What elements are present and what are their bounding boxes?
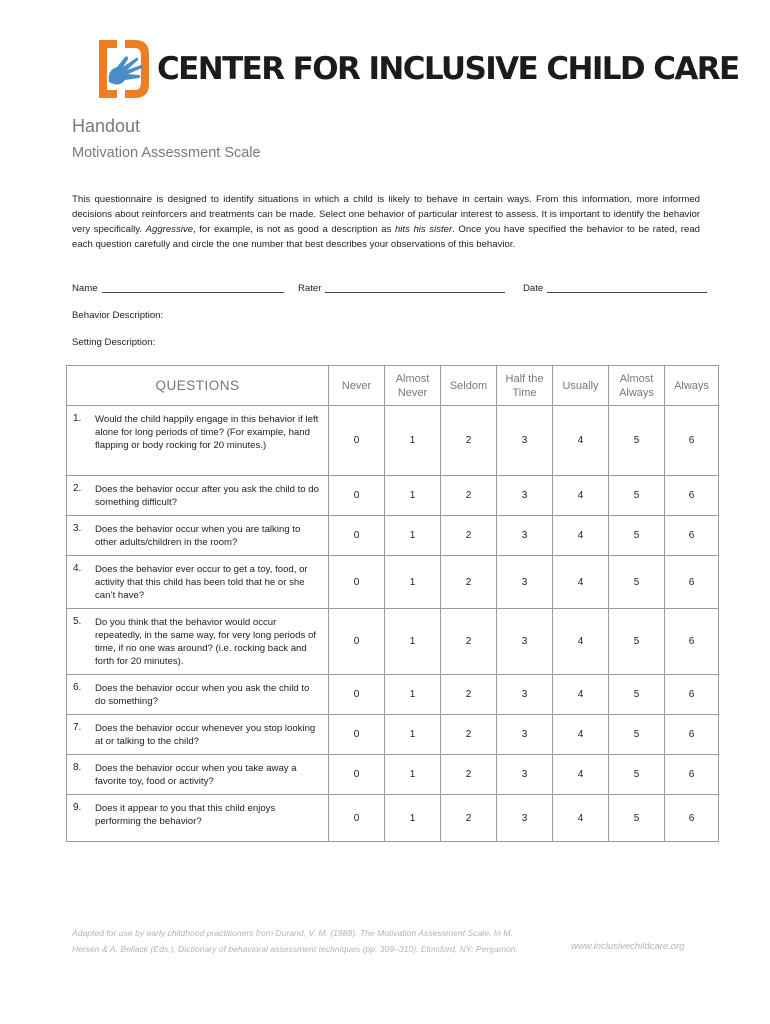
question-text: Does the behavior occur when you ask the child to do something? — [95, 683, 310, 707]
question-cell — [67, 675, 329, 715]
rating-option[interactable]: 6 — [665, 556, 719, 609]
question-number: 1. — [73, 413, 82, 424]
rating-option[interactable]: 5 — [609, 609, 665, 675]
rating-option[interactable]: 1 — [385, 715, 441, 755]
rating-option[interactable]: 6 — [665, 609, 719, 675]
date-underline[interactable] — [547, 282, 707, 293]
organization-logo — [95, 38, 739, 100]
rating-option[interactable]: 6 — [665, 675, 719, 715]
rating-option[interactable]: 4 — [553, 556, 609, 609]
question-text: Does it appear to you that this child enjoys performing the behavior? — [95, 803, 276, 827]
rating-option[interactable]: 0 — [329, 516, 385, 556]
logo-wordmark: CENTER FOR INCLUSIVE CHILD CARE — [157, 51, 739, 87]
rating-option[interactable]: 5 — [609, 795, 665, 842]
question-row — [67, 406, 719, 476]
question-number: 5. — [73, 616, 82, 627]
question-text: Would the child happily engage in this behavior if left alone for long periods of time? (For example, hand flapping or body rocking for 20 minutes.) — [95, 414, 319, 451]
rating-option[interactable]: 6 — [665, 715, 719, 755]
rating-option[interactable]: 1 — [385, 476, 441, 516]
rating-option[interactable]: 2 — [441, 755, 497, 795]
question-text: Does the behavior occur when you are talking to other adults/children in the room? — [95, 524, 301, 548]
question-row — [67, 755, 719, 795]
name-underline[interactable] — [102, 282, 284, 293]
scale-header: Almost Always — [609, 366, 665, 406]
question-row — [67, 715, 719, 755]
rating-option[interactable]: 3 — [497, 516, 553, 556]
website-link[interactable]: www.inclusivechildcare.org — [571, 941, 685, 952]
rating-option[interactable]: 4 — [553, 715, 609, 755]
question-number: 2. — [73, 483, 82, 494]
rating-option[interactable]: 4 — [553, 406, 609, 476]
question-cell — [67, 609, 329, 675]
rating-option[interactable]: 1 — [385, 516, 441, 556]
question-row — [67, 516, 719, 556]
scale-header: Usually — [553, 366, 609, 406]
rating-option[interactable]: 2 — [441, 556, 497, 609]
rating-option[interactable]: 0 — [329, 406, 385, 476]
document-title: Motivation Assessment Scale — [72, 145, 261, 161]
rating-option[interactable]: 1 — [385, 755, 441, 795]
setting-description-label: Setting Description: — [72, 337, 156, 348]
rating-option[interactable]: 5 — [609, 516, 665, 556]
scale-header: Always — [665, 366, 719, 406]
question-row — [67, 556, 719, 609]
question-text: Does the behavior ever occur to get a toy, food, or activity that this child has been told that he or she can’t have? — [95, 564, 308, 601]
rating-option[interactable]: 0 — [329, 476, 385, 516]
rating-option[interactable]: 4 — [553, 476, 609, 516]
scale-header: Never — [329, 366, 385, 406]
rating-option[interactable]: 0 — [329, 755, 385, 795]
table-header-row — [67, 366, 719, 406]
question-cell — [67, 406, 329, 476]
document-type-label: Handout — [72, 116, 141, 136]
question-cell — [67, 755, 329, 795]
question-number: 7. — [73, 722, 82, 733]
hand-in-brackets-logo-icon — [95, 38, 153, 100]
question-cell — [67, 715, 329, 755]
rating-option[interactable]: 5 — [609, 476, 665, 516]
scale-header: Seldom — [441, 366, 497, 406]
question-text: Do you think that the behavior would occur repeatedly, in the same way, for very long periods of time, if no one was around? (i.e. rocking back and forth for 20 minutes). — [95, 617, 316, 667]
scale-header: Almost Never — [385, 366, 441, 406]
rating-option[interactable]: 1 — [385, 556, 441, 609]
rating-option[interactable]: 2 — [441, 516, 497, 556]
question-cell — [67, 476, 329, 516]
rater-underline[interactable] — [325, 282, 505, 293]
rating-option[interactable]: 5 — [609, 715, 665, 755]
rating-option[interactable]: 3 — [497, 715, 553, 755]
rating-option[interactable]: 5 — [609, 406, 665, 476]
question-number: 3. — [73, 523, 82, 534]
rating-option[interactable]: 6 — [665, 755, 719, 795]
rating-option[interactable]: 4 — [553, 795, 609, 842]
rating-option[interactable]: 0 — [329, 675, 385, 715]
rating-option[interactable]: 6 — [665, 476, 719, 516]
rating-option[interactable]: 4 — [553, 609, 609, 675]
rating-option[interactable]: 3 — [497, 609, 553, 675]
rating-option[interactable]: 6 — [665, 516, 719, 556]
rating-option[interactable]: 2 — [441, 406, 497, 476]
rating-option[interactable]: 4 — [553, 516, 609, 556]
date-field[interactable]: Date — [523, 282, 707, 294]
rating-option[interactable]: 3 — [497, 556, 553, 609]
rating-option[interactable]: 0 — [329, 609, 385, 675]
rating-option[interactable]: 2 — [441, 715, 497, 755]
assessment-table — [66, 365, 719, 842]
rating-option[interactable]: 5 — [609, 556, 665, 609]
rating-option[interactable]: 0 — [329, 715, 385, 755]
rating-option[interactable]: 1 — [385, 406, 441, 476]
rating-option[interactable]: 4 — [553, 675, 609, 715]
rating-option[interactable]: 2 — [441, 675, 497, 715]
rating-option[interactable]: 5 — [609, 755, 665, 795]
question-text: Does the behavior occur when you take away a favorite toy, food or activity? — [95, 763, 297, 787]
rating-option[interactable]: 3 — [497, 406, 553, 476]
intro-paragraph: This questionnaire is designed to identify situations in which a child is likely to behave in certain ways. From this information, more informed decisions about reinforcers and treatments can be made. Select one behavior of particular interest to assess. It is important to identify the behavior very specifically. Aggressive, for example, is not as good a description as hits his sister. Once you have specified the behavior to be rated, read each question carefully and circle the one number that best describes your observations of this behavior. — [72, 194, 701, 250]
question-cell — [67, 556, 329, 609]
rating-option[interactable]: 3 — [497, 675, 553, 715]
rating-option[interactable]: 4 — [553, 755, 609, 795]
question-row — [67, 476, 719, 516]
question-row — [67, 609, 719, 675]
citation: Adapted for use by early childhood practitioners from Durand, V. M. (1988). The Motivation Assessment Scale. In M. Hersen & A. Bellack (Eds.), Dictionary of behavioral assessment techniques (pp. 309–310). Elmsford, NY: Pergamon. — [72, 928, 518, 954]
rating-option[interactable]: 0 — [329, 795, 385, 842]
question-text: Does the behavior occur whenever you stop looking at or talking to the child? — [95, 723, 316, 747]
rating-option[interactable]: 1 — [385, 795, 441, 842]
rating-option[interactable]: 2 — [441, 795, 497, 842]
rating-option[interactable]: 3 — [497, 755, 553, 795]
rating-option[interactable]: 6 — [665, 406, 719, 476]
rating-option[interactable]: 5 — [609, 675, 665, 715]
question-cell — [67, 795, 329, 842]
question-row — [67, 795, 719, 842]
rating-option[interactable]: 0 — [329, 556, 385, 609]
question-cell — [67, 516, 329, 556]
rating-option[interactable]: 6 — [665, 795, 719, 842]
rater-field[interactable]: Rater — [298, 282, 505, 294]
rating-option[interactable]: 3 — [497, 795, 553, 842]
rating-option[interactable]: 1 — [385, 675, 441, 715]
question-number: 8. — [73, 762, 82, 773]
name-field[interactable]: Name — [72, 282, 284, 294]
behavior-description-label: Behavior Description: — [72, 310, 164, 321]
rating-option[interactable]: 2 — [441, 609, 497, 675]
rating-option[interactable]: 2 — [441, 476, 497, 516]
rating-option[interactable]: 1 — [385, 609, 441, 675]
scale-header: Half the Time — [497, 366, 553, 406]
rating-option[interactable]: 3 — [497, 476, 553, 516]
question-number: 9. — [73, 802, 82, 813]
question-number: 4. — [73, 563, 82, 574]
question-text: Does the behavior occur after you ask the child to do something difficult? — [95, 484, 319, 508]
question-row — [67, 675, 719, 715]
question-number: 6. — [73, 682, 82, 693]
questions-header: QUESTIONS — [67, 366, 329, 406]
